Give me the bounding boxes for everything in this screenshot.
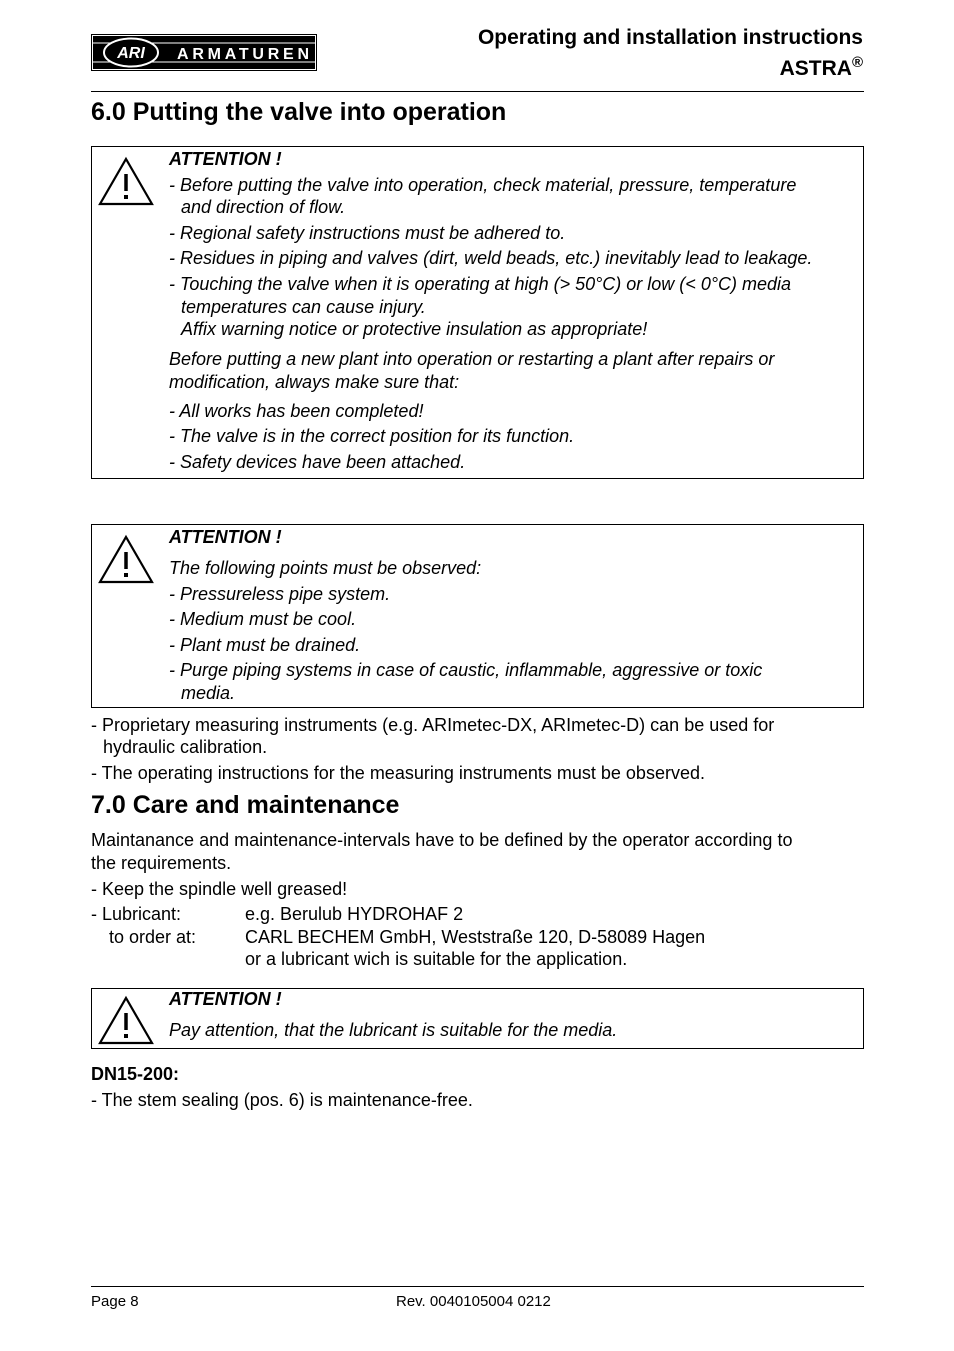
- warning-triangle-icon: [97, 155, 155, 207]
- footer-divider: [91, 1286, 864, 1287]
- attention-box-3: [91, 988, 864, 1049]
- paragraph-line: modification, always make sure that:: [169, 372, 460, 392]
- section-7-heading: 7.0 Care and maintenance: [91, 791, 400, 819]
- paragraph-line: The following points must be observed:: [169, 558, 482, 578]
- product-name: ASTRA®: [779, 54, 863, 80]
- order-alternative: or a lubricant wich is suitable for the application.: [245, 949, 628, 969]
- body-list-item: - Keep the spindle well greased!: [91, 879, 348, 899]
- paragraph-line: the requirements.: [91, 853, 232, 873]
- attention-title: ATTENTION !: [169, 527, 282, 547]
- document-title: Operating and installation instructions: [477, 26, 863, 49]
- body-list-item: - The operating instructions for the measuring instruments must be observed.: [91, 763, 705, 783]
- list-item: - Plant must be drained.: [169, 635, 361, 655]
- warning-triangle-icon: [97, 533, 155, 585]
- dn-range-heading: DN15-200:: [91, 1064, 180, 1084]
- list-item-continuation: temperatures can cause injury.: [181, 297, 426, 317]
- page-number: Page 8: [91, 1293, 139, 1310]
- list-item: - Residues in piping and valves (dirt, weld beads, etc.) inevitably lead to leakage.: [169, 248, 813, 268]
- revision-number: Rev. 0040105004 0212: [396, 1293, 551, 1310]
- list-item: - Purge piping systems in case of caustic, inflammable, aggressive or toxic: [169, 660, 763, 680]
- body-list-item: - Proprietary measuring instruments (e.g. ARImetec-DX, ARImetec-D) can be used for: [91, 715, 775, 735]
- warning-triangle-icon: [97, 994, 155, 1046]
- list-item: - Touching the valve when it is operating at high (> 50°C) or low (< 0°C) media: [169, 274, 792, 294]
- attention-box-2: [91, 524, 864, 708]
- list-item-continuation: and direction of flow.: [181, 197, 346, 217]
- list-item: - Before putting the valve into operation, check material, pressure, temperature: [169, 175, 797, 195]
- list-item-continuation: Affix warning notice or protective insulation as appropriate!: [181, 319, 648, 339]
- list-item: - All works has been completed!: [169, 401, 424, 421]
- svg-text:ARMATUREN: ARMATUREN: [177, 46, 309, 63]
- body-list-item: - The stem sealing (pos. 6) is maintenance-free.: [91, 1090, 473, 1110]
- order-label: to order at:: [109, 927, 197, 947]
- paragraph-line: Maintanance and maintenance-intervals have to be defined by the operator according to: [91, 830, 793, 850]
- list-item-continuation: media.: [181, 683, 236, 703]
- attention-text: Pay attention, that the lubricant is suitable for the media.: [169, 1020, 618, 1040]
- ari-armaturen-logo: [91, 34, 317, 71]
- lubricant-label: - Lubricant:: [91, 904, 182, 924]
- lubricant-value: e.g. Berulub HYDROHAF 2: [245, 904, 464, 924]
- attention-title: ATTENTION !: [169, 989, 282, 1009]
- header-divider: [91, 91, 864, 92]
- order-value: CARL BECHEM GmbH, Weststraße 120, D-58089 Hagen: [245, 927, 706, 947]
- list-item: - Medium must be cool.: [169, 609, 357, 629]
- section-6-heading: 6.0 Putting the valve into operation: [91, 98, 507, 126]
- list-item: - Pressureless pipe system.: [169, 584, 391, 604]
- list-item: - Safety devices have been attached.: [169, 452, 466, 472]
- body-list-item-continuation: hydraulic calibration.: [103, 737, 268, 757]
- paragraph-line: Before putting a new plant into operation or restarting a plant after repairs or: [169, 349, 775, 369]
- attention-box-1: [91, 146, 864, 479]
- svg-text:ARI: ARI: [117, 45, 145, 62]
- list-item: - Regional safety instructions must be adhered to.: [169, 223, 566, 243]
- list-item: - The valve is in the correct position for its function.: [169, 426, 575, 446]
- attention-title: ATTENTION !: [169, 149, 282, 169]
